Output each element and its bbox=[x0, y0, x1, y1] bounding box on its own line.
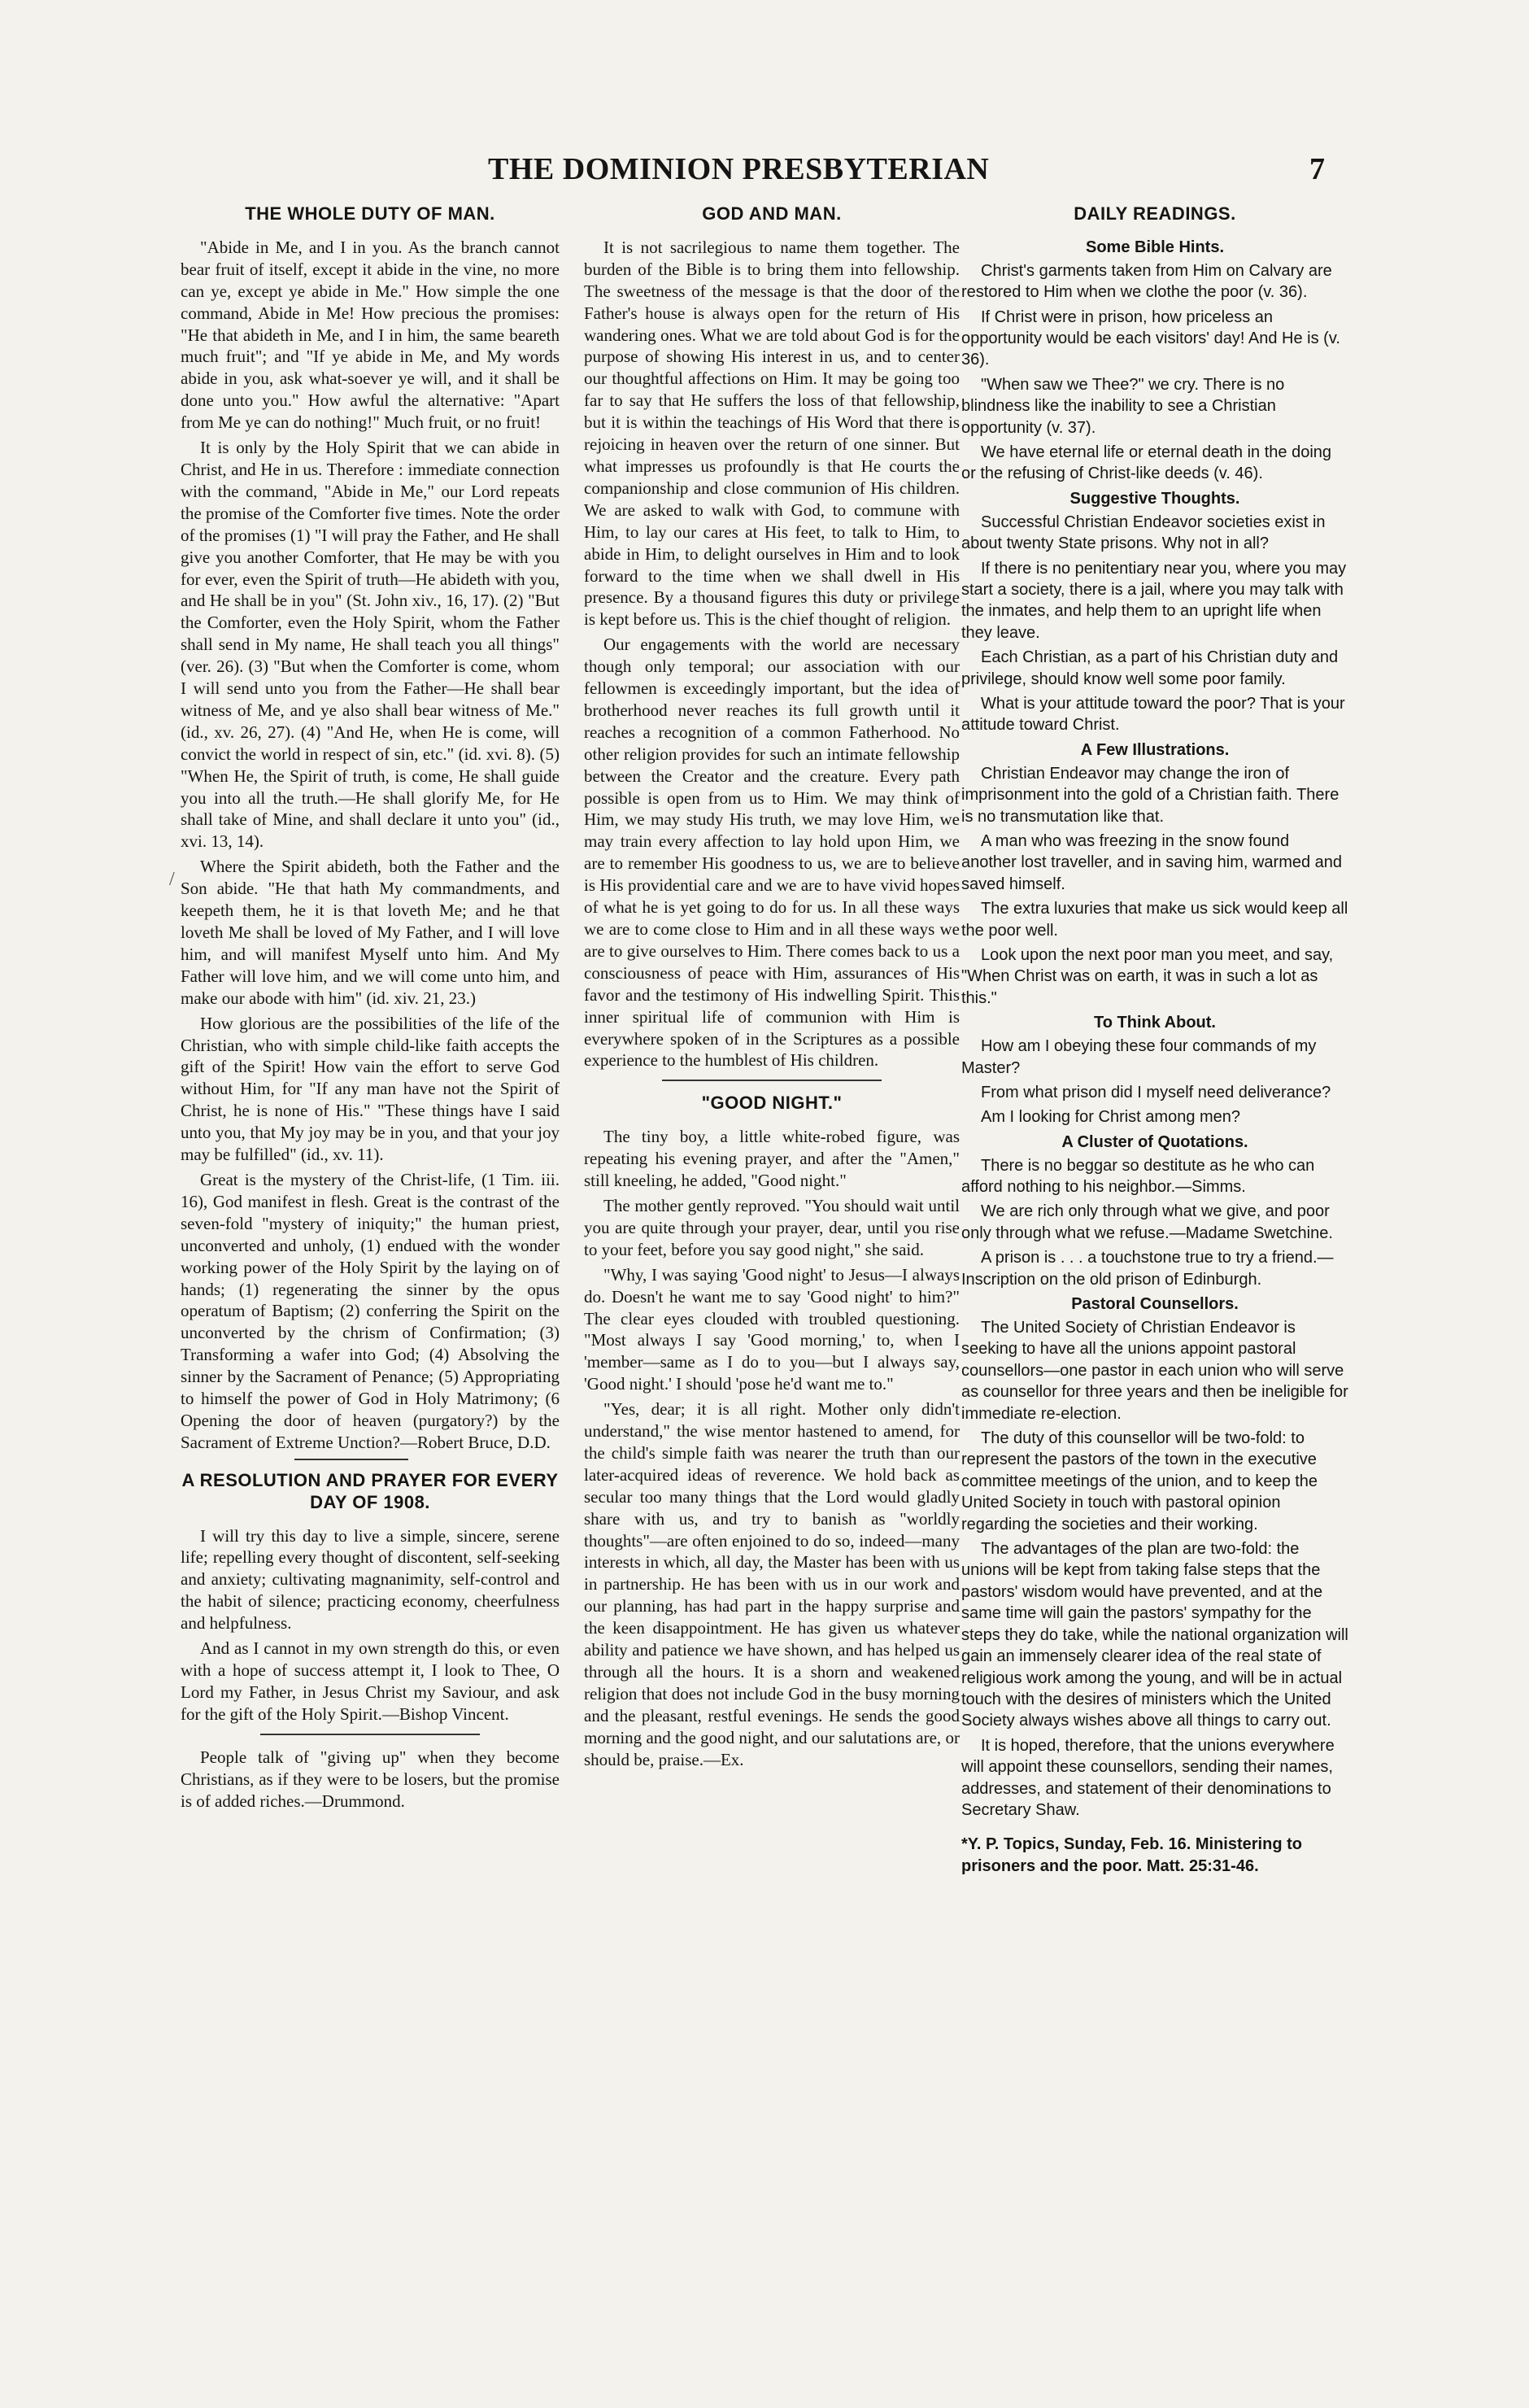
section-divider bbox=[260, 1734, 480, 1735]
paragraph: We are rich only through what we give, and poor only through what we refuse.—Madame Swetchine. bbox=[961, 1202, 1333, 1242]
paragraph: Christian Endeavor may change the iron of imprisonment into the gold of a Christian faith. There is no transmutation like that. bbox=[961, 764, 1340, 826]
section-heading: Suggestive Thoughts. bbox=[1069, 489, 1240, 508]
article-title-resolution: A RESOLUTION AND PRAYER FOR EVERY DAY OF 1908. bbox=[181, 1469, 559, 1512]
article-title-whole-duty: THE WHOLE DUTY OF MAN. bbox=[245, 203, 495, 224]
paragraph: How glorious are the possibilities of the life of the Christian, who with simple child-like faith accepts the gift of the Spirit! How vain the effort to serve God without Him, for "If any man have not the Spirit of Christ, he is none of His." "These things have I said unto you, that My joy may be in you, and that your joy may be fulfilled" (id., xv. 11). bbox=[181, 1013, 560, 1165]
paragraph: "When saw we Thee?" we cry. There is no blindness like the inability to see a Christian opportunity (v. 37). bbox=[961, 375, 1285, 437]
paragraph: Am I looking for Christ among men? bbox=[981, 1108, 1241, 1127]
paragraph: The tiny boy, a little white-robed figure, was repeating his evening prayer, and after the "Amen," still kneeling, he added, "Good night." bbox=[584, 1127, 960, 1191]
paragraph: The advantages of the plan are two-fold: the unions will be kept from taking false steps that the pastors' wisdom would have prevented, and at the same time will gain the pastors' sympathy for the steps they do take, while the national organization will gain an immensely clearer idea of the real state of religious work among the young, and will be in actual touch with the desires of ministers which the United Society always wishes above all things to carry out. bbox=[961, 1540, 1348, 1730]
paragraph: It is hoped, therefore, that the unions everywhere will appoint these counsellors, sending their names, addresses, and statement of their denominations to Secretary Shaw. bbox=[961, 1736, 1335, 1819]
closing-paragraph: People talk of "giving up" when they become Christians, as if they were to be losers, but the promise is of added riches.—Drummond. bbox=[181, 1747, 560, 1811]
page-number: 7 bbox=[1309, 152, 1325, 186]
paragraph: It is not sacrilegious to name them together. The burden of the Bible is to bring them into fellowship. The sweetness of the message is that the door of the Father's house is always open for the return of His wandering ones. What we are told about God is for the purpose of showing His interest in us, and to center our thoughtful affections on Him. It may be going too far to say that He suffers the loss of that fellowship, but it is within the teachings of His Word that there is rejoicing in heaven over the return of one sinner. But what impresses us profoundly is that He courts the companionship and close communion of His children. We are asked to walk with God, to commune with Him, to lay our cares at His feet, to talk to Him, to abide in Him, to delight ourselves in Him and to look forward to the time when we shall dwell in His presence. By a thousand figures this duty or privilege is kept before us. This is the chief thought of religion. bbox=[584, 237, 960, 630]
paragraph: If there is no penitentiary near you, where you may start a society, there is a jail, where you may talk with the inmates, and help them to an upright life when they leave. bbox=[961, 559, 1347, 642]
paragraph: "Abide in Me, and I in you. As the branch cannot bear fruit of itself, except it abide in the vine, no more can ye, except ye abide in Me." How simple the one command, Abide in Me! How precious the promises: "He that abideth in Me, and I in him, the same beareth much fruit"; and "If ye abide in Me, and My words abide in you, ask what-soever ye will, and it shall be done unto you." How awful the alternative: "Apart from Me ye can do nothing!" Much fruit, or no fruit! bbox=[181, 237, 560, 433]
paragraph: "Why, I was saying 'Good night' to Jesus—I always do. Doesn't he want me to say 'Good night' to him?" The clear eyes clouded with troubled questioning. "Most always I say 'Good morning,' to, when I 'member—same as I do to you—but I always say, 'Good night.' I should 'pose he'd want me to." bbox=[584, 1264, 960, 1394]
page-header: THE DOMINION PRESBYTERIAN bbox=[488, 152, 990, 186]
article-title-god-and-man: GOD AND MAN. bbox=[702, 203, 842, 224]
section-heading: A Few Illustrations. bbox=[1080, 740, 1230, 759]
section-heading: To Think About. bbox=[1094, 1014, 1216, 1032]
paragraph: The mother gently reproved. "You should wait until you are quite through your prayer, dear, until you rise to your feet, before you say good night," she said. bbox=[584, 1195, 960, 1259]
paragraph: Where the Spirit abideth, both the Father and the Son abide. "He that hath My commandments, and keepeth them, he it is that loveth Me; and he that loveth Me shall be loved of My Father, and I will love him, and will manifest Myself unto him. And My Father will love him, and we will come unto him, and make our abode with him" (id. xiv. 21, 23.) bbox=[181, 857, 560, 1008]
paragraph: The duty of this counsellor will be two-fold: to represent the pastors of the town in the executive committee meetings of the union, and to keep the United Society in touch with pastoral opinion regarding the societies and their working. bbox=[961, 1429, 1318, 1533]
section-divider bbox=[662, 1080, 882, 1081]
paragraph: Our engagements with the world are necessary though only temporal; our association with our fellowmen is exceedingly important, but the idea of brotherhood never reaches its full growth until it reaches a recognition of a common Fatherhood. No other religion provides for such an intimate fellowship between the Creator and the creature. Every path possible is open from us to Him. We may think of Him, we may study His truth, we may love Him, we may train every affection to lay hold upon Him, we are to remember His goodness to us, we are to believe is His providential care and we are to have vivid hopes of what he is yet going to do for us. In all these ways we are to come close to Him and in all these ways we are to give ourselves to Him. There comes back to us a consciousness of peace with Him, assurances of His favor and the testimony of His indwelling Spirit. This inner spiritual life of communion with Him is everywhere spoken of in the Scriptures as a possible experience to the humblest of His children. bbox=[584, 635, 960, 1071]
section-heading: A Cluster of Quotations. bbox=[1061, 1132, 1248, 1151]
column-middle bbox=[584, 203, 960, 1774]
paragraph: And as I cannot in my own strength do this, or even with a hope of success attempt it, I look to Thee, O Lord my Father, in Jesus Christ my Saviour, and ask for the gift of the Holy Spirit.—Bishop Vincent. bbox=[181, 1638, 560, 1724]
article-title-daily-readings: DAILY READINGS. bbox=[1074, 203, 1236, 224]
paragraph: The United Society of Christian Endeavor is seeking to have all the unions appoint pastoral counsellors—one pastor in each union who will serve as counsellor for three years and then be ineligible for immediate re-election. bbox=[961, 1319, 1348, 1423]
paragraph: I will try this day to live a simple, sincere, serene life; repelling every thought of discontent, self-seeking and anxiety; cultivating magnanimity, self-control and the habit of silence; practicing economy, cheerfulness and helpfulness. bbox=[181, 1525, 560, 1634]
margin-mark: / bbox=[169, 869, 175, 890]
column-right bbox=[961, 203, 1348, 1880]
paragraph: We have eternal life or eternal death in the doing or the refusing of Christ-like deeds (v. 46). bbox=[961, 443, 1332, 483]
article-title-good-night: "GOOD NIGHT." bbox=[701, 1093, 843, 1114]
paragraph: Look upon the next poor man you meet, and say, "When Christ was on earth, it was in such a lot as this." bbox=[961, 946, 1334, 1007]
section-divider bbox=[294, 1459, 408, 1460]
paragraph: From what prison did I myself need deliverance? bbox=[981, 1083, 1331, 1101]
section-heading: Some Bible Hints. bbox=[1085, 238, 1225, 256]
paragraph: There is no beggar so destitute as he who can afford nothing to his neighbor.—Simms. bbox=[961, 1156, 1315, 1197]
paragraph: It is only by the Holy Spirit that we can abide in Christ, and He in us. Therefore : immediate connection with the command, "Abide in Me," our Lord repeats the promise of the Comforter five times. Note the order of the promises (1) "I will pray the Father, and He shall give you another Comforter, that He may be with you for ever, even the Spirit of truth—He abideth with you, and He shall be in you" (St. John xiv., 16, 17). (2) "But the Comforter, even the Holy Spirit, whom the Father shall send in My name, He shall teach you all things" (ver. 26). (3) "But when the Comforter is come, whom I will send unto you from the Father—He shall bear witness of Me, and ye also shall bear witness of Me." (id., xv. 26, 27). (4) "And He, when He is come, will convict the world in respect of sin, etc." (id. xvi. 8). (5) "When He, the Spirit of truth, is come, He shall guide you into all the truth.—He shall glorify Me, for He shall take of Mine, and shall declare it unto you" (id., xvi. 13, 14). bbox=[181, 438, 560, 852]
paragraph: Each Christian, as a part of his Christian duty and privilege, should know well some poor family. bbox=[961, 648, 1339, 688]
paragraph: If Christ were in prison, how priceless an opportunity would be each visitors' day! And He is (v. 36). bbox=[961, 308, 1340, 369]
paragraph: What is your attitude toward the poor? That is your attitude toward Christ. bbox=[961, 695, 1345, 735]
paragraph: A prison is . . . a touchstone true to try a friend.—Inscription on the old prison of Edinburgh. bbox=[961, 1249, 1334, 1289]
paragraph: Great is the mystery of the Christ-life, (1 Tim. iii. 16), God manifest in flesh. Great is the contrast of the seven-fold "mystery of iniquity;" the human priest, unconverted and unholy, (1) endued with the wonder working power of the Holy Spirit by the laying on of hands; (1) regenerating the sinner by the opus operatum of Baptism; (2) conferring the Spirit on the unconverted by the chrism of Confirmation; (3) Transforming a wafer into God; (4) Absolving the sinner by the Sacrament of Penance; (5) Appropriating to himself the power of God in Holy Matrimony; (6 Opening the door of heaven (purgatory?) by the Sacrament of Extreme Unction?—Robert Bruce, D.D. bbox=[181, 1169, 560, 1452]
paragraph: Successful Christian Endeavor societies exist in about twenty State prisons. Why not in all? bbox=[961, 513, 1326, 553]
paragraph: A man who was freezing in the snow found another lost traveller, and in saving him, warmed and saved himself. bbox=[961, 831, 1343, 893]
footnote: *Y. P. Topics, Sunday, Feb. 16. Ministering to prisoners and the poor. Matt. 25:31-46. bbox=[961, 1835, 1302, 1875]
paragraph: How am I obeying these four commands of my Master? bbox=[961, 1037, 1317, 1077]
section-heading: Pastoral Counsellors. bbox=[1071, 1295, 1239, 1314]
column-left bbox=[181, 203, 560, 1815]
paragraph: "Yes, dear; it is all right. Mother only didn't understand," the wise mentor hastened to amend, for the child's simple faith was nearer the truth than our later-acquired ideas of reverence. We hold back as secular too many things that the Lord would gladly share with us, and try to banish as "worldly thoughts"—are often enjoined to do so, indeed—many interests in which, all day, the Master has been with us in partnership. He has been with us in our work and our planning, has had part in the happy surprise and the keen disappointment. He has given us whatever ability and patience we have shown, and has helped us through all the hours. It is a shorn and weakened religion that does not include God in the busy morning and the pleasant, restful evenings. He sends the good morning and the good night, and our salutations are, or should be, praise.—Ex. bbox=[584, 1399, 960, 1769]
paragraph: The extra luxuries that make us sick would keep all the poor well. bbox=[961, 900, 1348, 940]
paragraph: Christ's garments taken from Him on Calvary are restored to Him when we clothe the poor (v. 36). bbox=[961, 261, 1332, 302]
